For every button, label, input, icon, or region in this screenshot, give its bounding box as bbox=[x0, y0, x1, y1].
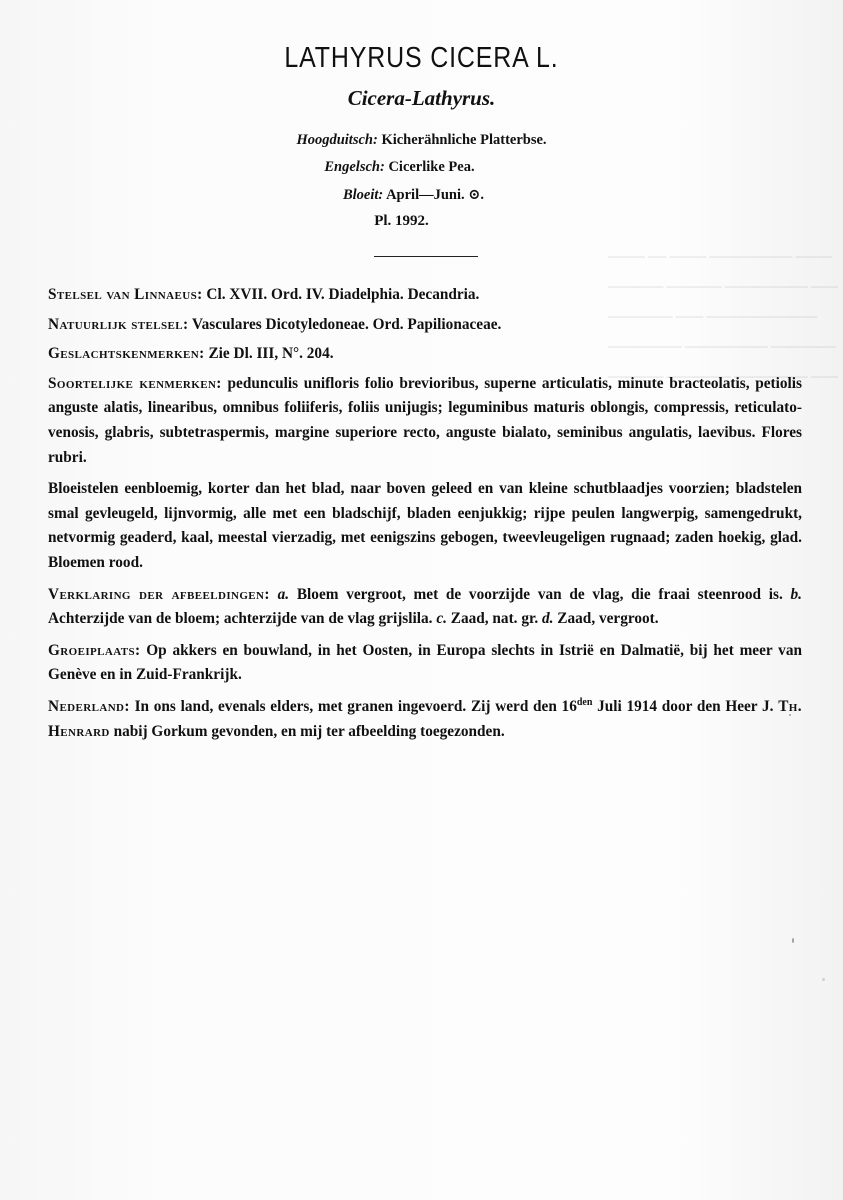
linnaeus-label: Stelsel van Linnaeus: bbox=[48, 286, 203, 303]
figure-d-text: Zaad, vergroot. bbox=[553, 610, 659, 628]
flowering-label: Bloeit: bbox=[342, 187, 384, 203]
header-divider bbox=[374, 256, 478, 257]
figure-a-marker: a. bbox=[277, 585, 290, 603]
german-name-line bbox=[0, 132, 843, 149]
figure-b-text: Achterzijde van de bloem; achterzijde van de vlag grijslila. bbox=[48, 610, 437, 628]
figure-c-text: Zaad, nat. gr. bbox=[446, 610, 542, 628]
species-label: Soortelijke kenmerken: bbox=[48, 374, 222, 392]
plate-number: Pl. 1992. bbox=[374, 213, 429, 229]
show-through-text: ▁▁▁▁ ▁▁ ▁▁▁▁ ▁▁▁▁▁▁▁▁▁ ▁▁▁▁ ▁▁▁▁▁▁ ▁▁▁▁▁▁ ▁▁▁▁▁▁▁▁▁ ▁▁▁ ▁▁▁▁▁▁▁ ▁▁▁ ▁▁▁▁▁▁▁▁▁▁▁▁ ▁▁▁▁▁▁▁▁ ▁▁▁▁▁▁▁▁▁ ▁▁▁▁▁▁▁ ▁▁▁▁▁▁ ▁▁▁▁▁▁▁ ▁▁▁▁▁▁▁▁ ▁▁▁ bbox=[608, 244, 838, 378]
genus-label: Geslachtskenmerken: bbox=[48, 345, 205, 363]
genus-text: Zie Dl. III, N°. 204. bbox=[204, 345, 334, 363]
natural-system-text: Vasculares Dicotyledoneae. Ord. Papilionaceae. bbox=[188, 315, 502, 333]
habitat bbox=[48, 639, 802, 688]
figure-d-marker: d. bbox=[542, 610, 554, 628]
document-body bbox=[48, 283, 802, 751]
species-text: pedunculis unifloris folio brevioribus, superne articulatis, minute bracteolatis, petiolis anguste alatis, linearibus, omnibus foliiferis, foliis unijugis; leguminibus maturis oblongis, compressis, reticulato-venosis, glabris, subtetraspermis, margine superiore recto, anguste bialato, seminibus angulatis, laevibus. Flores rubri. bbox=[48, 374, 802, 466]
netherlands-text-3: nabij Gorkum gevonden, en mij ter afbeelding toegezonden. bbox=[109, 722, 505, 740]
flowering-period: April—Juni. ⊙. bbox=[386, 187, 485, 203]
figure-explanation bbox=[48, 583, 802, 632]
genus-characteristics bbox=[48, 342, 802, 367]
figure-a-text: Bloem vergroot, met de voorzijde van de vlag, die fraai steenrood is. bbox=[289, 585, 791, 603]
english-label: Engelsch: bbox=[324, 159, 385, 175]
netherlands-text-2: Juli 1914 door den Heer J. bbox=[592, 697, 779, 715]
figure-b-marker: b. bbox=[790, 585, 802, 603]
german-label: Hoogduitsch: bbox=[296, 132, 378, 148]
species-characteristics bbox=[48, 372, 802, 470]
figure-c-marker: c. bbox=[436, 610, 447, 628]
habitat-label: Groeiplaats: bbox=[48, 641, 141, 659]
flowering-line bbox=[0, 186, 835, 204]
english-name: Cicerlike Pea. bbox=[388, 159, 475, 175]
description-paragraph: Bloeistelen eenbloemig, korter dan het blad, naar boven geleed en van kleine schutblaadjes voorzien; bladstelen smal gevleugeld, lijnvormig, alle met een bladschijf, bladen eenjukkig; rijpe peulen langwerpig, samengedrukt, netvormig geaderd, kaal, meestal vierzadig, met eenigszins gebogen, tweevleugeligen rugnaad; zaden hoekig, glad. Bloemen rood. bbox=[48, 480, 802, 571]
habitat-text: Op akkers en bouwland, in het Oosten, in Europa slechts in Istrië en Dalmatië, bij het meer van Genève en in Zuid-Frankrijk. bbox=[48, 641, 802, 684]
print-speck bbox=[792, 938, 794, 943]
german-name: Kicherähnliche Platterbse. bbox=[381, 132, 547, 148]
ordinal-suffix: den bbox=[576, 696, 593, 708]
netherlands-label: Nederland: bbox=[48, 697, 130, 715]
netherlands-occurrence bbox=[48, 695, 802, 744]
linnaeus-system bbox=[48, 283, 802, 308]
page-subtitle: Cicera-Lathyrus. bbox=[347, 86, 496, 110]
page-title: LATHYRUS CICERA L. bbox=[284, 42, 559, 74]
netherlands-text-1: In ons land, evenals elders, met granen ingevoerd. Zij werd den 16 bbox=[129, 697, 577, 715]
figure-explanation-label: Verklaring der afbeeldingen: bbox=[48, 585, 270, 603]
print-speck bbox=[789, 714, 791, 716]
collector-name: Th. Henrard bbox=[48, 697, 802, 740]
english-name-line bbox=[0, 159, 821, 176]
natural-system bbox=[48, 313, 802, 338]
linnaeus-text: Cl. XVII. Ord. IV. Diadelphia. Decandria. bbox=[202, 286, 480, 303]
print-speck bbox=[822, 978, 825, 981]
natural-system-label: Natuurlijk stelsel: bbox=[48, 315, 189, 333]
